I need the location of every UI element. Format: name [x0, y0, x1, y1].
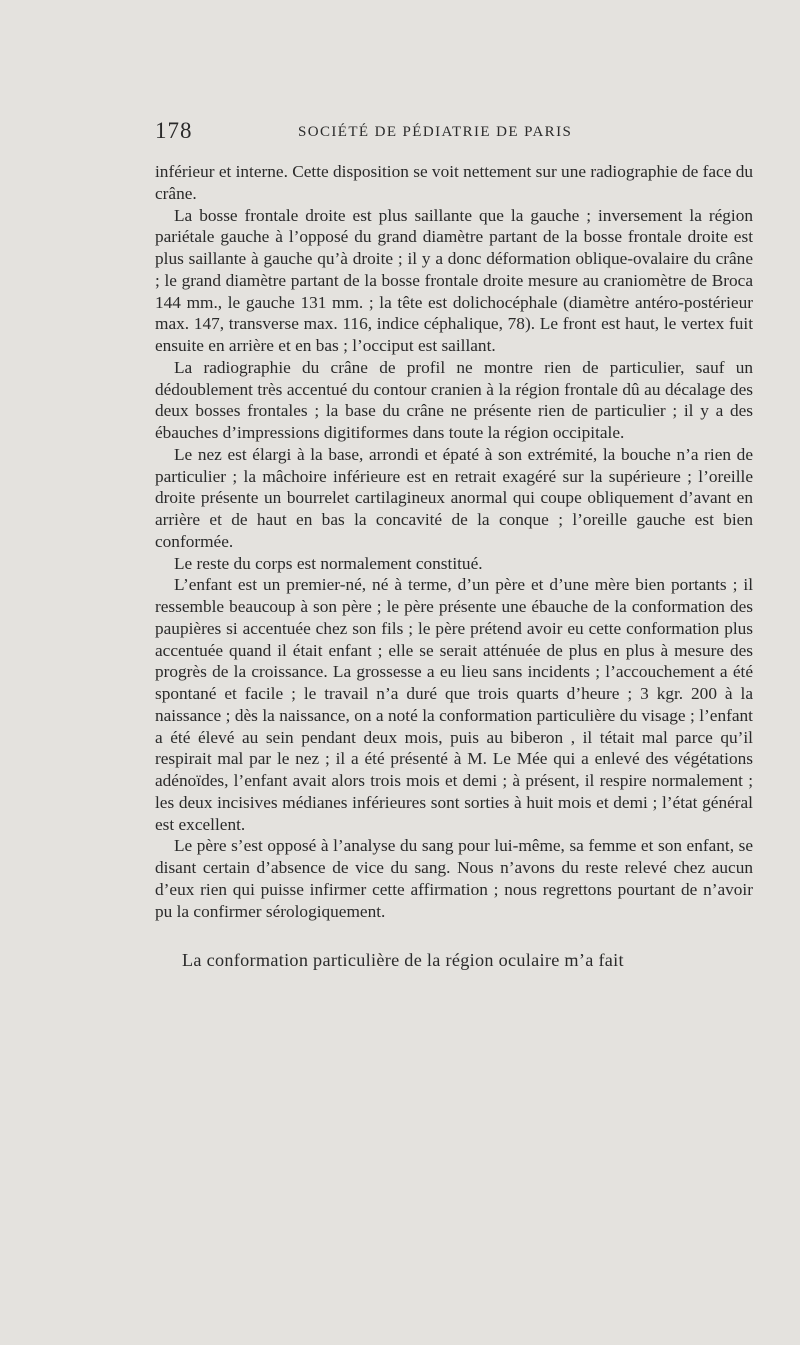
paragraph-1: inférieur et interne. Cette disposition se voit nettement sur une radiographie de face du crâne. [155, 162, 753, 203]
paragraph-8: La conformation particulière de la région oculaire m’a fait [182, 950, 624, 971]
body-text [155, 161, 753, 972]
page-number: 178 [155, 118, 193, 143]
paragraph-4: Le nez est élargi à la base, arrondi et épaté à son extrémité, la bouche n’a rien de particulier ; la mâchoire inférieure est en retrait exagéré sur la supérieure ; l’oreille droite présente un bourrelet cartilagineux anormal qui coupe obliquement d’avant en arrière et de haut en bas la concavité de la conque ; l’oreille gauche est bien conformée. [155, 444, 753, 551]
paragraph-6: L’enfant est un premier-né, né à terme, d’un père et d’une mère bien portants ; il ressemble beaucoup à son père ; le père présente une ébauche de la conformation des paupières si accentuée chez son fils ; le père prétend avoir eu cette conformation plus accentuée quand il était enfant ; elle se serait atténuée de plus en plus à mesure des progrès de la croissance. La grossesse a eu lieu sans incidents ; l’accouchement a été spontané et facile ; le travail n’a duré que trois quarts d’heure ; 3 kgr. 200 à la naissance ; dès la naissance, on a noté la conformation particulière du visage ; l’enfant a été élevé au sein pendant deux mois, puis au biberon , il tétait mal parce qu’il respirait mal par le nez ; il a été présenté à M. Le Mée qui a enlevé des végétations adénoïdes, l’enfant avait alors trois mois et demi ; à présent, il respire normalement ; les deux incisives médianes inférieures sont sorties à huit mois et demi ; l’état général est excellent. [155, 575, 753, 834]
paragraph-5: Le reste du corps est normalement constitué. [174, 553, 483, 573]
running-head: SOCIÉTÉ DE PÉDIATRIE DE PARIS [298, 124, 573, 140]
paragraph-7: Le père s’est opposé à l’analyse du sang pour lui-même, sa femme et son enfant, se disant certain d’absence de vice du sang. Nous n’avons du reste relevé chez aucun d’eux rien qui puisse infirmer cette affirmation ; nous regrettons pourtant de n’avoir pu la confirmer sérologiquement. [155, 836, 753, 921]
paragraph-2: La bosse frontale droite est plus saillante que la gauche ; inversement la région pariétale gauche à l’opposé du grand diamètre partant de la bosse frontale droite est plus saillante à gauche qu’à droite ; il y a donc déformation oblique-ovalaire du crâne ; le grand diamètre partant de la bosse frontale droite mesure au craniomètre de Broca 144 mm., le gauche 131 mm. ; la tête est dolichocéphale (diamètre antéro-postérieur max. 147, transverse max. 116, indice céphalique, 78). Le front est haut, le vertex fuit ensuite en arrière et en bas ; l’occiput est saillant. [155, 205, 753, 355]
paragraph-3: La radiographie du crâne de profil ne montre rien de particulier, sauf un dédoublement très accentué du contour cranien à la région frontale dû au décalage des deux bosses frontales ; la base du crâne ne présente rien de particulier ; il y a des ébauches d’impressions digitiformes dans toute la région occipitale. [155, 357, 753, 442]
page-header [155, 118, 755, 148]
